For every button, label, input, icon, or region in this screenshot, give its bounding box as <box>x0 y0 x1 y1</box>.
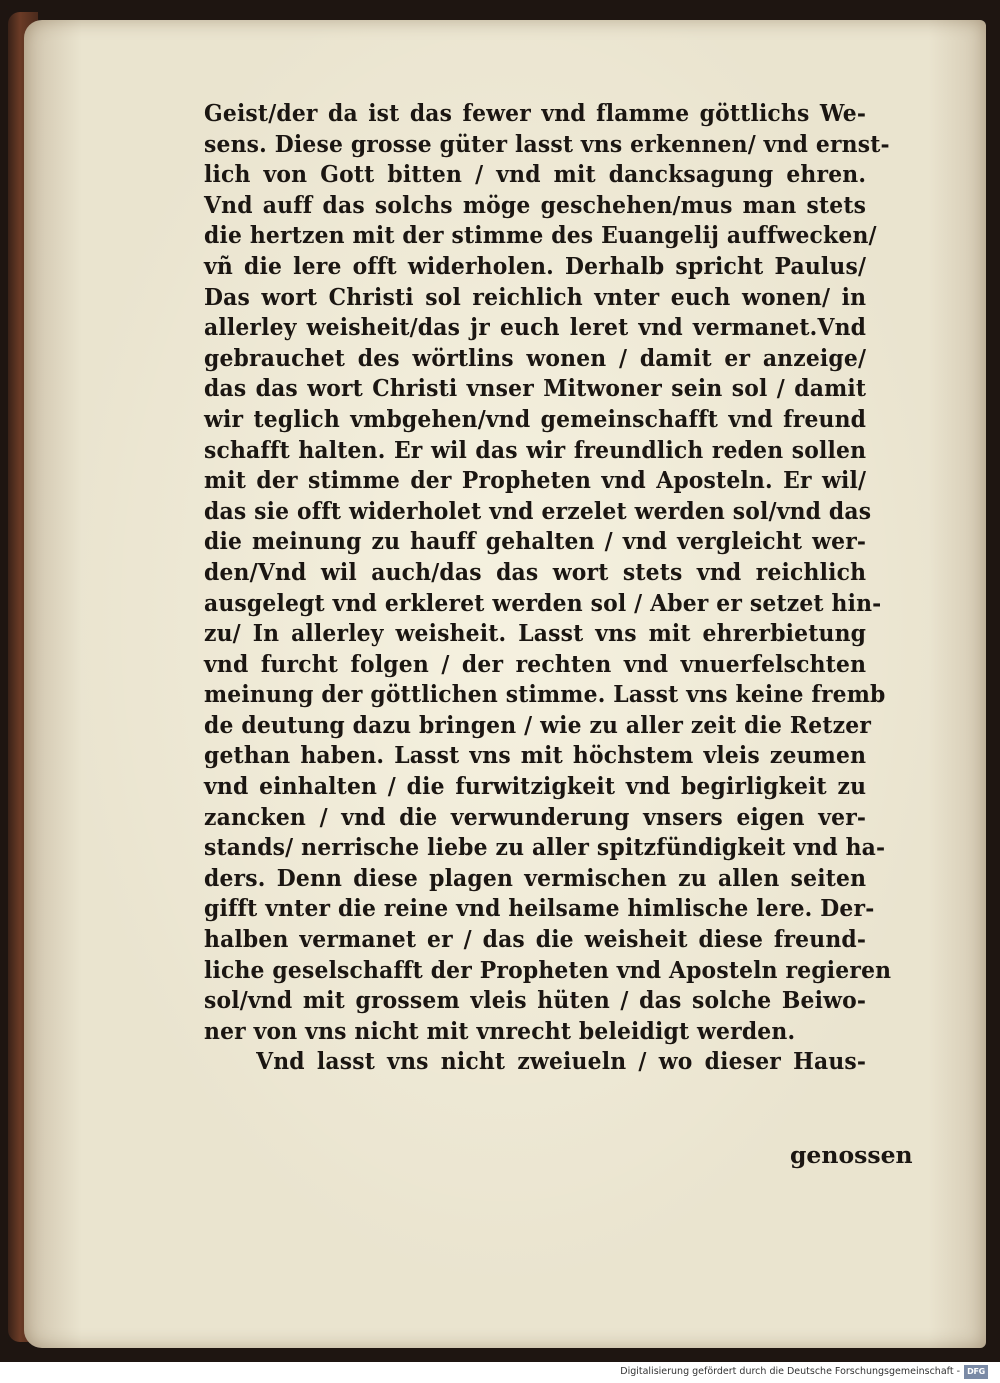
text-line: Vnd lasst vns nicht zweiueln / wo dieser Haus- <box>256 1047 867 1076</box>
text-line: wir teglich vmbgehen/vnd gemeinschafft vnd freund <box>204 404 867 433</box>
text-line: sens. Diese grosse güter lasst vns erkennen/ vnd ernst- <box>204 129 890 158</box>
text-line: allerley weisheit/das jr euch leret vnd vermanet.Vnd <box>204 313 867 342</box>
text-line: das sie offt widerholet vnd erzelet werden sol/vnd das <box>204 496 872 525</box>
text-line: mit der stimme der Propheten vnd Aposteln. Er wil/ <box>204 466 867 495</box>
text-line: den/Vnd wil auch/das das wort stets vnd reichlich <box>204 557 867 586</box>
text-line: zu/ In allerley weisheit. Lasst vns mit ehrerbietung <box>204 619 867 648</box>
text-line: ders. Denn diese plagen vermischen zu allen seiten <box>204 863 867 892</box>
catchword: genossen <box>790 1141 913 1169</box>
text-line: sol/vnd mit grossem vleis hüten / das solche Beiwo- <box>204 986 867 1015</box>
footer-credit: Digitalisierung gefördert durch die Deutsche Forschungsgemeinschaft - <box>620 1366 960 1377</box>
text-line: die hertzen mit der stimme des Euangelij auffwecken/ <box>204 221 877 250</box>
body-text <box>204 98 916 1077</box>
book-page <box>24 20 986 1348</box>
text-line: Das wort Christi sol reichlich vnter euch wonen/ in <box>204 282 867 311</box>
text-line: vnd furcht folgen / der rechten vnd vnuerfelschten <box>204 649 867 678</box>
text-line: gifft vnter die reine vnd heilsame himlische lere. Der- <box>204 894 875 923</box>
text-line: Geist/der da ist das fewer vnd flamme göttlichs We- <box>204 99 867 127</box>
footer-bar <box>0 1362 1000 1383</box>
text-line: gethan haben. Lasst vns mit höchstem vleis zeumen <box>204 741 867 770</box>
text-line: schafft halten. Er wil das wir freundlich reden sollen <box>204 435 867 464</box>
text-line: ausgelegt vnd erkleret werden sol / Aber er setzet hin- <box>204 588 882 617</box>
text-line: halben vermanet er / das die weisheit diese freund- <box>204 925 867 954</box>
text-line: lich von Gott bitten / vnd mit dancksagung ehren. <box>204 160 867 189</box>
text-line: meinung der göttlichen stimme. Lasst vns keine fremb <box>204 680 886 709</box>
text-line: liche geselschafft der Propheten vnd Aposteln regieren <box>204 955 892 984</box>
text-line: stands/ nerrische liebe zu aller spitzfündigkeit vnd ha- <box>204 833 886 862</box>
text-line: das das wort Christi vnser Mitwoner sein sol / damit <box>204 374 867 403</box>
dfg-logo-icon: DFG <box>964 1365 988 1379</box>
text-line: ner von vns nicht mit vnrecht beleidigt werden. <box>204 1016 796 1045</box>
text-line: die meinung zu hauff gehalten / vnd vergleicht wer- <box>204 527 867 556</box>
text-line: zancken / vnd die verwunderung vnsers eigen ver- <box>204 802 867 831</box>
text-line: vñ die lere offt widerholen. Derhalb spricht Paulus/ <box>204 251 867 280</box>
text-line: gebrauchet des wörtlins wonen / damit er anzeige/ <box>204 343 867 372</box>
text-line: Vnd auff das solchs möge geschehen/mus man stets <box>204 190 867 219</box>
text-line: de deutung dazu bringen / wie zu aller zeit die Retzer <box>204 710 872 739</box>
text-line: vnd einhalten / die furwitzigkeit vnd begirligkeit zu <box>204 772 867 801</box>
